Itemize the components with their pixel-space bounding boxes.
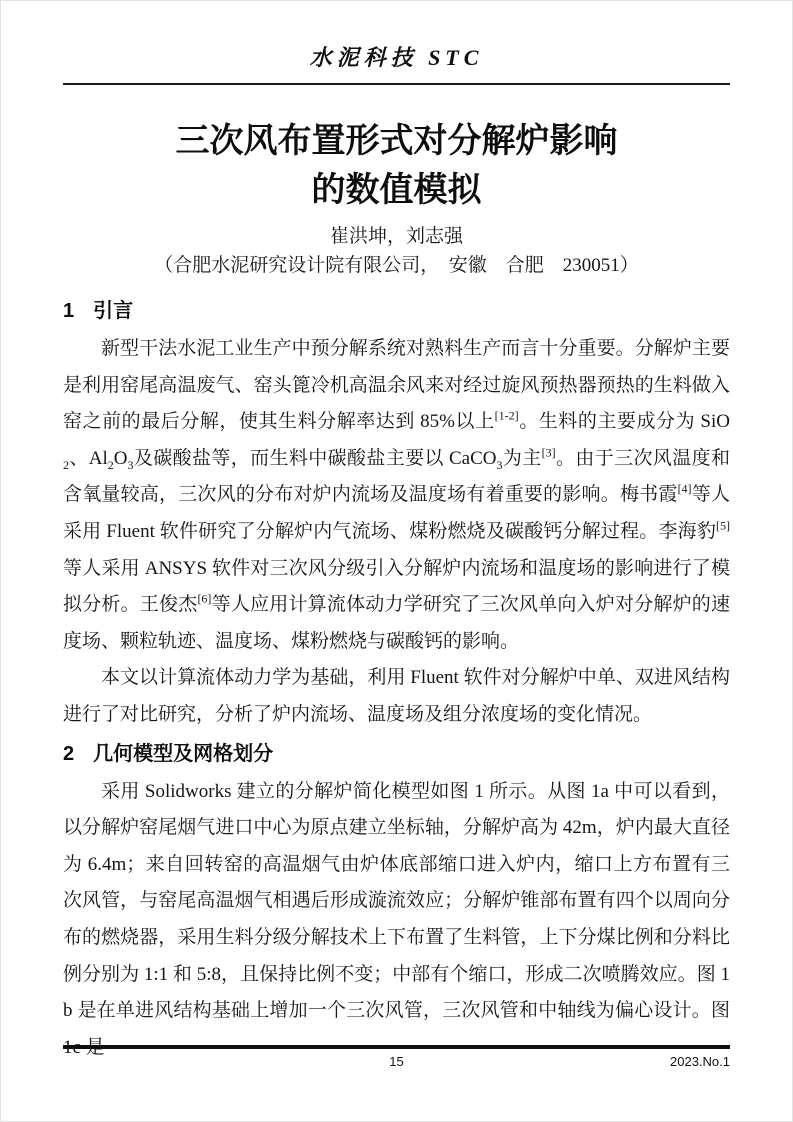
section-1-heading [63, 297, 730, 325]
section-1-number: 1 [63, 300, 75, 322]
intro-paragraph-1: 新型干法水泥工业生产中预分解系统对熟料生产而言十分重要。分解炉主要是利用窑尾高温废气、窑头篦冷机高温余风来对经过旋风预热器预热的生料做入窑之前的最后分解，使其生料分解率达到 85%以上[1-2]。生料的主要成分为 SiO$_2$、$Al_2O_3$及碳酸盐等，而生料中碳酸盐主要以 CaCO$_3$为主[3]。由于三次风温度和含氧量较高，三次风的分布对炉内流场及温度场有着重要的影响。梅书霞[4]等人采用 Fluent 软件研究了分解炉内气流场、煤粉燃烧及碳酸钙分解过程。李海豹[5]等人采用 ANSYS 软件对三次风分级引入分解炉内流场和温度场的影响进行了模拟分析。王俊杰[6]等人应用计算流体动力学研究了三次风单向入炉对分解炉的速度场、颗粒轨迹、温度场、煤粉燃烧与碳酸钙的影响。 [63, 338, 730, 652]
page-footer [63, 1045, 730, 1072]
article-title-line-1: 三次风布置形式对分解炉影响 [175, 122, 618, 160]
section-2-heading [63, 740, 730, 768]
affiliation-line: （合肥水泥研究设计院有限公司， 安徽 合肥 230051） [154, 255, 639, 276]
chemical-subscript: 3 [496, 457, 503, 472]
page-number: 15 [389, 1054, 404, 1069]
citation-superscript: [6] [197, 591, 212, 606]
section-1-title: 引言 [93, 300, 134, 322]
intro-paragraph-2: 本文以计算流体动力学为基础，利用 Fluent 软件对分解炉中单、双进风结构进行了对比研究，分析了炉内流场、温度场及组分浓度场的变化情况。 [63, 667, 730, 725]
footer-divider [63, 1045, 730, 1049]
citation-superscript: [3] [541, 445, 556, 460]
section-2-title: 几何模型及网格划分 [93, 742, 274, 765]
journal-name: 水泥科技 STC [309, 45, 484, 70]
authors-line: 崔洪坤，刘志强 [329, 226, 463, 247]
chemical-subscript: 2 [107, 457, 114, 472]
article-title-line-2: 的数值模拟 [311, 171, 482, 209]
article-title [63, 117, 730, 215]
chemical-subscript: 3 [127, 457, 134, 472]
chemical-subscript: 2 [63, 457, 69, 472]
model-paragraph-1: 采用 Solidworks 建立的分解炉简化模型如图 1 所示。从图 1a 中可以看到，以分解炉窑尾烟气进口中心为原点建立坐标轴，分解炉高为 42m，炉内最大直径为 6.4m；来自回转窑的高温烟气由炉体底部缩口进入炉内，缩口上方布置有三次风管，与窑尾高温烟气相遇后形成漩流效应；分解炉锥部布置有四个以周向分布的燃烧器，采用生料分级分解技术上下布置了生料管，上下分煤比例和分料比例分别为 1:1 和 5:8，且保持比例不变；中部有个缩口，形成二次喷腾效应。图 1b 是在单进风结构基础上增加一个三次风管，三次风管和中轴线为偏心设计。图 1c 是 [63, 780, 730, 1058]
header-divider [63, 83, 730, 85]
section-2-number: 2 [63, 742, 75, 765]
footer-row [63, 1054, 730, 1072]
citation-superscript: [4] [677, 482, 692, 497]
citation-superscript: [1-2] [494, 408, 519, 423]
citation-superscript: [5] [716, 518, 730, 533]
issue-number: 2023.No.1 [670, 1054, 730, 1069]
